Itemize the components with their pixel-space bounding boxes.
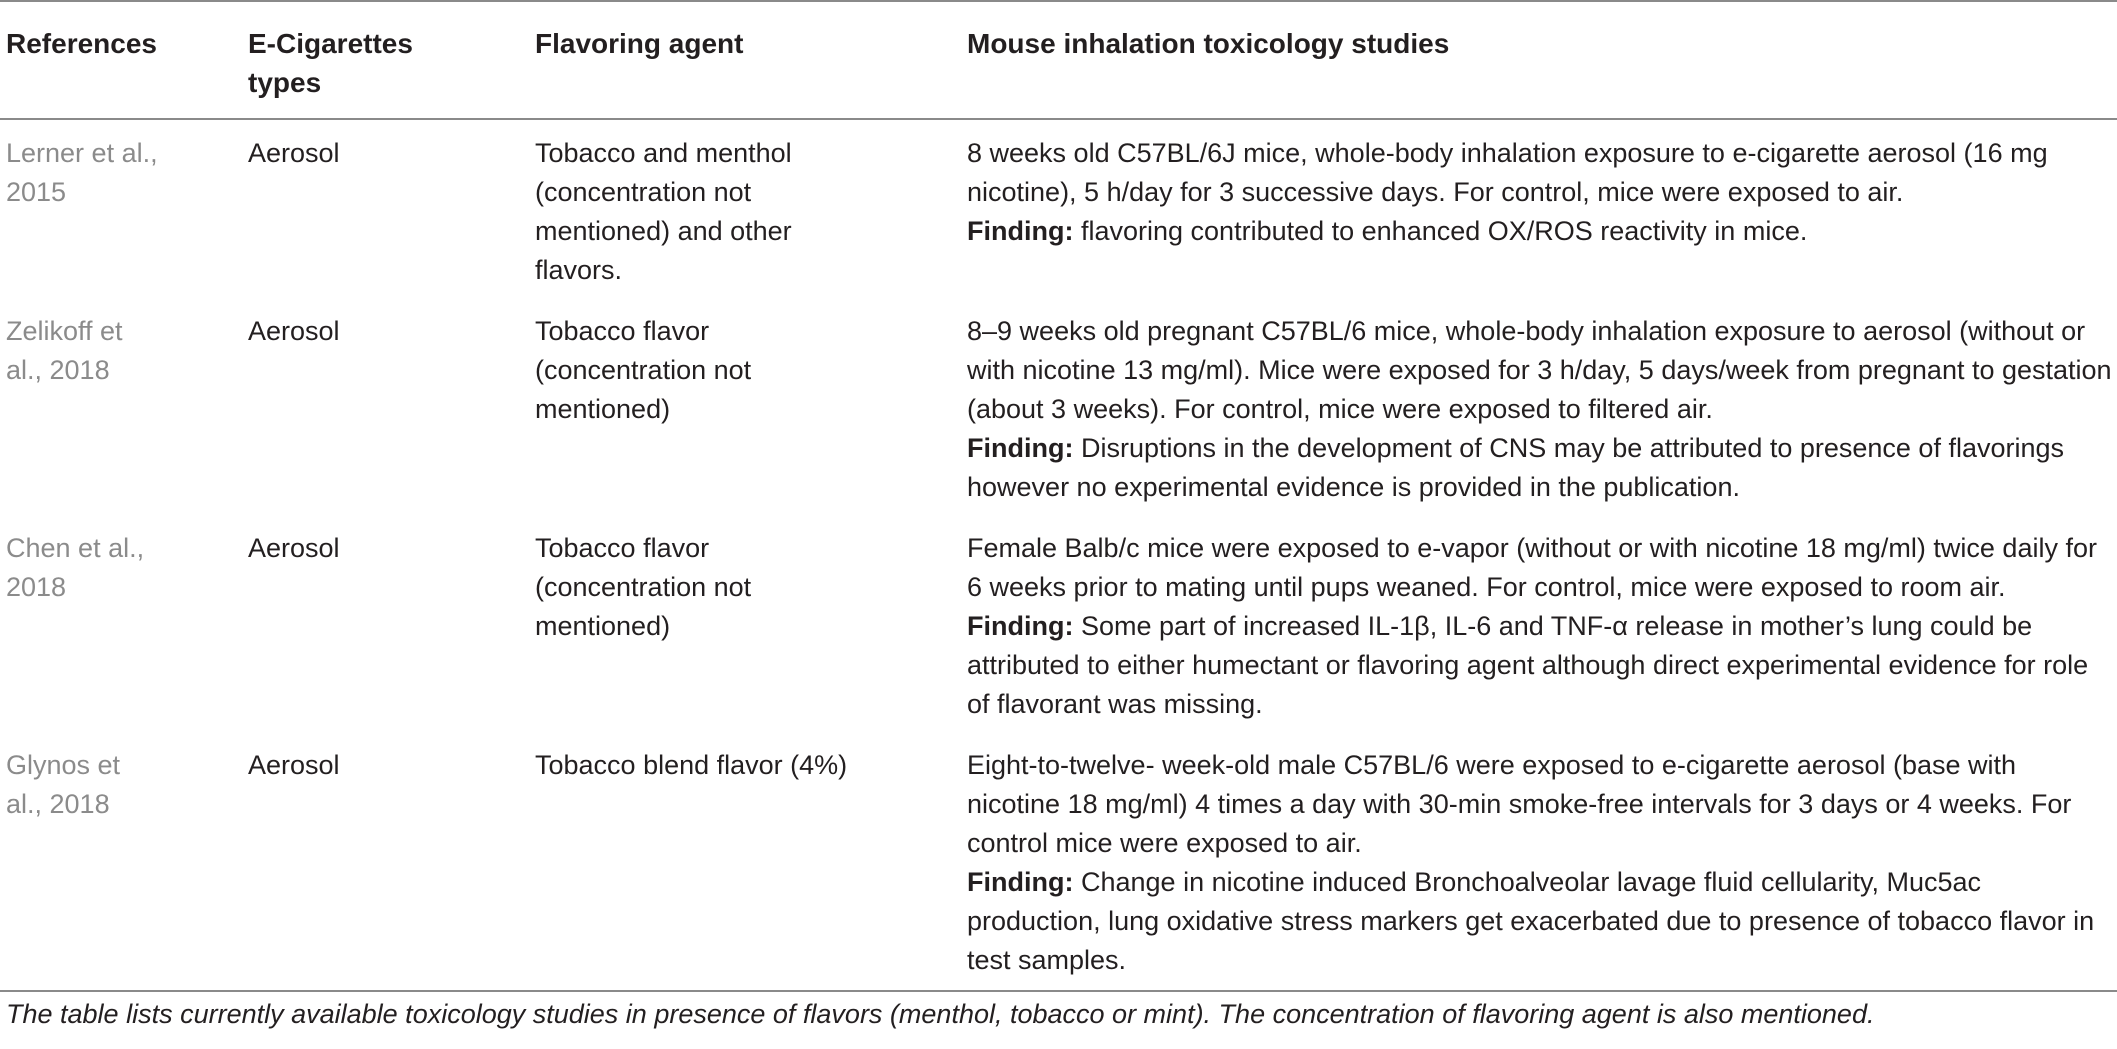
finding-line: [967, 863, 2113, 980]
finding-line: [967, 212, 2113, 251]
study-cell: [967, 732, 2117, 991]
table-row: [0, 119, 2117, 298]
header-ecig-types: E-Cigarettes types: [248, 28, 413, 98]
finding-label: Finding:: [967, 867, 1074, 897]
type-cell: Aerosol: [248, 750, 340, 780]
finding-text: Some part of increased IL-1β, IL-6 and TNF-α release in mother’s lung could be attributed to either humectant or flavoring agent although direct experimental evidence for role of flavorant was missing.: [967, 611, 2089, 719]
table-header: [0, 1, 2117, 119]
study-cell: [967, 298, 2117, 515]
header-mouse-studies: Mouse inhalation toxicology studies: [967, 28, 1450, 59]
study-cell: [967, 515, 2117, 732]
header-flavoring-agent: Flavoring agent: [535, 28, 744, 59]
study-cell: [967, 119, 2117, 298]
type-cell: Aerosol: [248, 316, 340, 346]
finding-text: Change in nicotine induced Bronchoalveolar lavage fluid cellularity, Muc5ac production, lung oxidative stress markers get exacerbated due to presence of tobacco flavor in test samples.: [967, 867, 2095, 975]
study-description: Eight-to-twelve- week-old male C57BL/6 were exposed to e-cigarette aerosol (base with nicotine 18 mg/ml) 4 times a day with 30-min smoke-free intervals for 3 days or 4 weeks. For control mice were exposed to air.: [967, 750, 2072, 858]
finding-text: flavoring contributed to enhanced OX/ROS reactivity in mice.: [1080, 216, 1808, 246]
reference-cell: Chen et al., 2018: [6, 533, 145, 602]
finding-text: Disruptions in the development of CNS may be attributed to presence of flavorings however no experimental evidence is provided in the publication.: [967, 433, 2065, 502]
reference-cell: Glynos et al., 2018: [6, 750, 121, 819]
table-body: [0, 119, 2117, 991]
finding-label: Finding:: [967, 611, 1074, 641]
table-row: [0, 732, 2117, 991]
flavoring-cell: Tobacco flavor (concentration not mentioned): [535, 316, 752, 424]
flavoring-cell: Tobacco flavor (concentration not mentioned): [535, 533, 752, 641]
study-description: Female Balb/c mice were exposed to e-vapor (without or with nicotine 18 mg/ml) twice daily for 6 weeks prior to mating until pups weaned. For control, mice were exposed to room air.: [967, 533, 2097, 602]
flavoring-cell: Tobacco blend flavor (4%): [535, 750, 848, 780]
header-row: [0, 1, 2117, 119]
study-description: 8 weeks old C57BL/6J mice, whole-body inhalation exposure to e-cigarette aerosol (16 mg nicotine), 5 h/day for 3 successive days. For control, mice were exposed to air.: [967, 138, 2048, 207]
study-description: 8–9 weeks old pregnant C57BL/6 mice, whole-body inhalation exposure to aerosol (without or with nicotine 13 mg/ml). Mice were exposed for 3 h/day, 5 days/week from pregnant to gestation (about 3 weeks). For control, mice were exposed to filtered air.: [967, 316, 2112, 424]
table-caption: The table lists currently available toxicology studies in presence of flavors (menthol, tobacco or mint). The concentration of flavoring agent is also mentioned.: [6, 999, 1875, 1029]
finding-label: Finding:: [967, 433, 1074, 463]
header-references: References: [6, 28, 157, 59]
flavoring-cell: Tobacco and menthol (concentration not mentioned) and other flavors.: [535, 138, 792, 285]
table-row: [0, 515, 2117, 732]
type-cell: Aerosol: [248, 138, 340, 168]
reference-cell: Lerner et al., 2015: [6, 138, 158, 207]
type-cell: Aerosol: [248, 533, 340, 563]
table-row: [0, 298, 2117, 515]
finding-line: [967, 429, 2113, 507]
reference-cell: Zelikoff et al., 2018: [6, 316, 123, 385]
finding-line: [967, 607, 2113, 724]
finding-label: Finding:: [967, 216, 1074, 246]
